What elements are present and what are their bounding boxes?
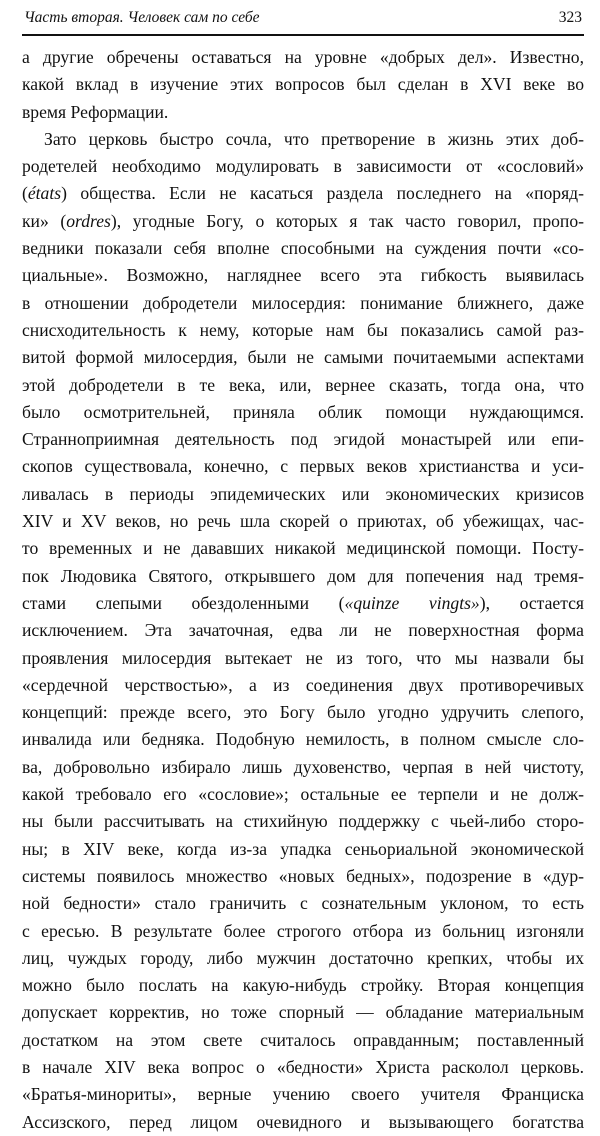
italic-term-quinze-vingts: «quinze vingts»	[344, 592, 480, 613]
text-line: время Реформации.	[22, 101, 169, 122]
text-line: проявления милосердия вытекает не из того, что мы назвали бы	[22, 647, 584, 668]
text-line: ной бедности» стало граничить с сознательным уклоном, то есть	[22, 893, 584, 914]
text-line: ва, добровольно избирало лишь духовенство, черпая в ней чистоту,	[22, 756, 584, 777]
paragraph-1	[22, 44, 584, 126]
page-number: 323	[558, 9, 582, 26]
italic-term-ordres: ordres	[66, 210, 111, 231]
text-line: «Братья-минориты», верные учению своего учителя Франциска	[22, 1084, 584, 1105]
body-text	[22, 44, 584, 1136]
text-line: снисходительность к нему, которые нам бы показались самой раз-	[22, 319, 584, 340]
text-line: в отношении добродетели милосердия: понимание ближнего, даже	[22, 292, 584, 313]
text-line: допускает корректив, но тоже спорный — обладание материальным	[22, 1002, 584, 1023]
text-line: витой формой милосердия, были не самыми почитаемыми аспектами	[22, 347, 584, 368]
text-line: было осмотрительней, приняла облик помощи нуждающимся.	[22, 401, 584, 422]
text-line: то временных и не дававших никакой медицинской помощи. Посту-	[22, 538, 584, 559]
text-line: ки» (ordres), угодные Богу, о которых я так часто говорил, пропо-	[22, 210, 584, 231]
running-head	[22, 8, 584, 28]
header-rule	[22, 34, 584, 36]
text-line: с ересью. В результате более строгого отбора из больниц изгоняли	[22, 920, 584, 941]
text-line: Ассизского, перед лицом очевидного и вызывающего богатства	[22, 1111, 584, 1132]
text-line: достатком на этом свете считалось оправданным; поставленный	[22, 1029, 584, 1050]
book-page	[22, 8, 584, 1136]
text-line: какой требовало его «сословие»; остальные ее терпели и не долж-	[22, 784, 584, 805]
text-line: Зато церковь быстро сочла, что претворение в жизнь этих доб-	[44, 128, 584, 149]
text-line: ны были рассчитывать на стихийную поддержку с чьей-либо сторо-	[22, 811, 584, 832]
text-line: Странноприимная деятельность под эгидой монастырей или епи-	[22, 429, 584, 450]
text-line: «сердечной черствостью», а из соединения двух противоречивых	[22, 674, 584, 695]
text-line: ведники показали себя вполне способными на суждения почти «со-	[22, 238, 584, 259]
text-line: этой добродетели в те века, или, вернее сказать, тогда она, что	[22, 374, 584, 395]
text-line: XIV и XV веков, но речь шла скорей о приютах, об убежищах, час-	[22, 511, 584, 532]
text-line: какой вклад в изучение этих вопросов был сделан в XVI веке во	[22, 74, 584, 95]
text-line: инвалида или бедняка. Подобную немилость, в полном смысле сло-	[22, 729, 584, 750]
text-line: родетелей необходимо модулировать в зависимости от «сословий»	[22, 156, 584, 177]
running-title: Часть вторая. Человек сам по себе	[24, 9, 260, 26]
text-line: исключением. Эта зачаточная, едва ли не поверхностная форма	[22, 620, 584, 641]
text-line: циальные». Возможно, нагляднее всего эта гибкость выявилась	[22, 265, 584, 286]
text-line: скопов существовала, конечно, с первых веков христианства и уси-	[22, 456, 584, 477]
italic-term-etats: états	[27, 183, 62, 204]
text-line: системы появилось множество «новых бедных», подозрение в «дур-	[22, 865, 584, 886]
text-line: ливалась в периоды эпидемических или экономических кризисов	[22, 483, 584, 504]
text-line: (états) общества. Если не касаться раздела последнего на «поряд-	[22, 183, 584, 204]
text-line: в начале XIV века вопрос о «бедности» Христа расколол церковь.	[22, 1056, 584, 1077]
text-line: концепций: прежде всего, это Богу было угодно удручить слепого,	[22, 702, 584, 723]
text-line: а другие обречены оставаться на уровне «добрых дел». Известно,	[22, 47, 584, 67]
text-line: ны; в XIV веке, когда из-за упадка сеньориальной экономической	[22, 838, 584, 859]
text-line: пок Людовика Святого, открывшего дом для попечения над тремя-	[22, 565, 584, 586]
paragraph-2	[22, 126, 584, 1136]
text-line: стами слепыми обездоленными («quinze vingts»), остается	[22, 592, 585, 613]
text-line: лиц, чуждых городу, либо мужчин достаточно крепких, чтобы их	[22, 947, 584, 968]
text-line: можно было послать на какую-нибудь стройку. Вторая концепция	[22, 975, 584, 996]
